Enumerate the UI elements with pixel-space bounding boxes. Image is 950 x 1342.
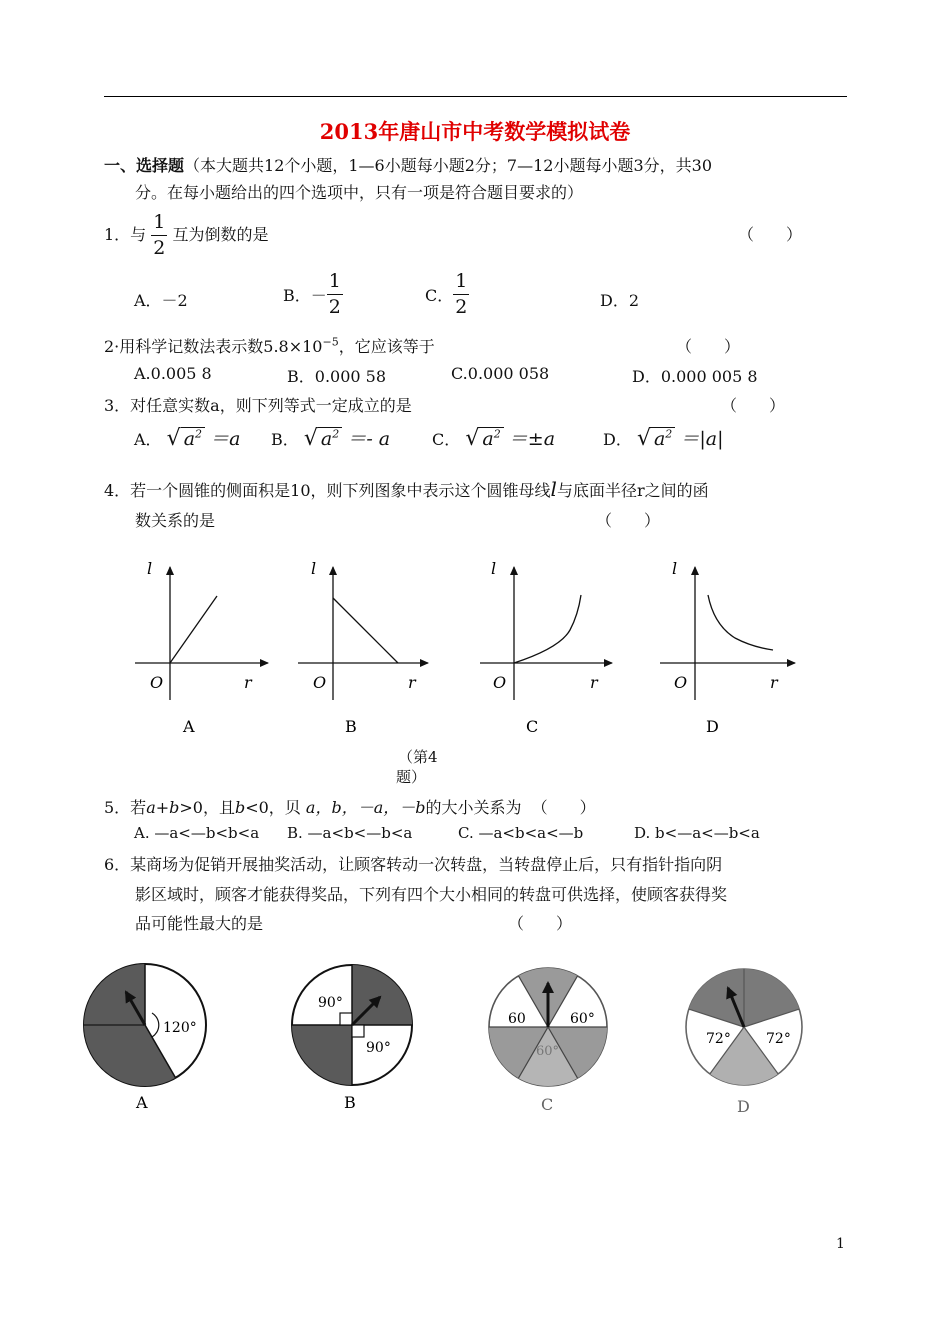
q3-paren: （ ）	[721, 396, 786, 415]
q6-d-label: D	[737, 1097, 750, 1116]
q6-c-label: C	[541, 1095, 554, 1114]
q4-b-label: B	[345, 717, 357, 736]
q1-num: 1．与	[104, 225, 147, 244]
q5-cond1: a+b	[146, 798, 180, 817]
q6-spinner-c	[489, 968, 607, 1114]
q6-a-angle: 120°	[163, 1020, 197, 1036]
q2-opt-c: C.0.000 058	[451, 364, 550, 383]
q4-d-curve	[708, 595, 773, 650]
q4-graph-b	[298, 559, 428, 736]
q1-opt-b-den: 2	[328, 296, 341, 318]
q6-b-shaded-2	[292, 1025, 352, 1085]
q5-opt-a: A. —a<—b<b<a	[134, 824, 260, 842]
q1-opt-c-frac	[453, 272, 469, 317]
q1-opt-c-label: C．	[425, 286, 454, 305]
q5-text-b: >0，且	[179, 798, 235, 817]
q5-opt-d: D. b<—a<—b<a	[634, 824, 760, 842]
q4-graph-a	[135, 559, 268, 736]
q4-stem-line1	[104, 477, 709, 501]
q1-fraction	[151, 213, 167, 258]
q4-c-label: C	[526, 717, 539, 736]
q4-b-line	[333, 598, 398, 663]
q3-opt-a-sqrt: √ $a^2$	[167, 426, 205, 451]
q3-opt-a-rhs: ＝a	[210, 428, 241, 450]
q3-opt-d-radicand: a	[653, 428, 666, 450]
q4-a-line	[170, 596, 217, 663]
q1-after: 互为倒数的是	[172, 225, 269, 244]
q2-text-a: 2·用科学记数法表示数5.8×10	[104, 337, 323, 356]
q4-c-origin: O	[493, 673, 507, 692]
q6-b-angle-1: 90°	[318, 995, 343, 1011]
q3-opt-b-rhs: ＝- a	[347, 428, 391, 450]
q5-stem	[104, 795, 596, 818]
q2-text-b: ，它应该等于	[338, 337, 435, 356]
q4-b-axis-y: l	[311, 559, 317, 578]
q4-line1-b: 与底面半径r之间的函	[556, 481, 709, 500]
q6-line1: 6．某商场为促销开展抽奖活动，让顾客转动一次转盘，当转盘停止后，只有指针指向阴	[104, 855, 723, 874]
q1-stem	[104, 213, 268, 258]
page-title: 2013年唐山市中考数学模拟试卷	[319, 119, 631, 144]
q5-text-d: 的大小关系为	[425, 798, 522, 817]
q6-spinner-b	[292, 965, 412, 1112]
q6-spinner-a	[84, 964, 206, 1112]
q1-paren: （ ）	[738, 225, 803, 244]
q1-opt-c	[425, 272, 469, 317]
q3-opt-b-sqrt: √ $a^2$	[304, 426, 342, 451]
q6-c-angle-2: 60°	[570, 1011, 595, 1027]
section1-heading: 一、选择题	[104, 156, 185, 175]
q5-opt-c: C. —a<b<a<—b	[458, 824, 584, 842]
q6-line3: 品可能性最大的是	[135, 914, 264, 933]
q3-opt-d-rhs: ＝|a|	[680, 428, 724, 450]
q6-spinner-d	[686, 969, 802, 1116]
q1-opt-d: D．2	[600, 291, 640, 310]
q3-opt-d-sqrt: √ $a^2$	[637, 426, 675, 451]
q1-opt-b-num: 1	[328, 270, 341, 292]
q4-caption-line1: （第4	[398, 748, 438, 766]
page-number: 1	[836, 1236, 845, 1252]
q4-b-axis-x: r	[408, 673, 416, 692]
section1-desc-line2: 分。在每小题给出的四个选项中，只有一项是符合题目要求的）	[135, 183, 584, 202]
q3-opt-d-power: 2	[665, 427, 673, 441]
q5-text-c: <0，贝	[245, 798, 301, 817]
q4-d-axis-y: l	[672, 559, 678, 578]
q5-paren: （ ）	[531, 798, 596, 817]
q6-c-angle-1: 60	[508, 1011, 526, 1027]
q3-opt-b-power: 2	[332, 427, 340, 441]
q5-text-a: 5．若	[104, 798, 147, 817]
q6-b-angle-2: 90°	[366, 1040, 391, 1056]
q3-opt-c-rhs: ＝±a	[508, 428, 556, 450]
q5-cond2: b	[234, 798, 246, 817]
q6-b-label: B	[344, 1093, 356, 1112]
q4-d-origin: O	[674, 673, 688, 692]
q3-opt-d	[603, 424, 724, 451]
q1-opt-b-label: B．－	[283, 286, 327, 305]
q4-graph-c	[480, 559, 612, 736]
q6-c-angle-3: 60°	[536, 1044, 560, 1059]
q4-graphs	[0, 550, 950, 750]
q6-d-angle-1: 72°	[706, 1031, 731, 1047]
q4-graph-d	[660, 559, 795, 736]
q4-l-var: l	[550, 477, 557, 501]
q2-opt-d: D．0.000 005 8	[632, 367, 758, 386]
q1-opt-b	[283, 272, 343, 317]
header-rule	[104, 96, 847, 97]
q4-c-axis-x: r	[590, 673, 598, 692]
q6-d-angle-2: 72°	[766, 1031, 791, 1047]
q4-d-label: D	[706, 717, 719, 736]
q4-paren: （ ）	[596, 511, 661, 530]
q6-line2: 影区域时，顾客才能获得奖品，下列有四个大小相同的转盘可供选择，使顾客获得奖	[135, 885, 728, 904]
q6-spinners	[0, 955, 950, 1125]
q2-opt-a: A.0.005 8	[134, 364, 212, 383]
q4-a-axis-y: l	[147, 559, 153, 578]
q3-opt-b-label: B．	[271, 430, 299, 449]
q3-opt-c-sqrt: √ $a^2$	[465, 426, 503, 451]
q2-opt-b: B．0.000 58	[287, 367, 387, 386]
q3-opt-c-power: 2	[493, 427, 501, 441]
q4-stem-line2: 数关系的是	[135, 511, 216, 530]
q4-b-origin: O	[313, 673, 327, 692]
q1-opt-a: A．－2	[134, 291, 188, 310]
q1-opt-c-den: 2	[455, 296, 468, 318]
q4-d-axis-x: r	[770, 673, 778, 692]
q3-opt-a-radicand: a	[183, 428, 196, 450]
q4-caption-line2: 题）	[396, 768, 427, 786]
q5-vars: a，b，－a，－b	[305, 798, 426, 817]
q4-a-label: A	[183, 717, 195, 736]
q3-opt-c-radicand: a	[482, 428, 494, 450]
q3-stem: 3．对任意实数a，则下列等式一定成立的是	[104, 396, 412, 415]
q1-frac-num: 1	[153, 211, 166, 233]
q3-opt-a	[134, 424, 240, 451]
q6-paren: （ ）	[508, 914, 573, 933]
q4-line1-a: 4．若一个圆锥的侧面积是10，则下列图象中表示这个圆锥母线	[104, 481, 551, 500]
q3-opt-b	[271, 424, 390, 451]
q2-stem	[104, 334, 435, 357]
q1-frac-den: 2	[153, 237, 166, 259]
section1-desc: （本大题共12个小题，1—6小题每小题2分；7—12小题每小题3分，共30	[184, 156, 712, 175]
q3-opt-a-power: 2	[195, 427, 203, 441]
q2-exponent: −5	[322, 335, 339, 349]
section1-desc-line1	[104, 153, 712, 176]
q3-opt-c	[432, 424, 555, 451]
q4-a-origin: O	[150, 673, 164, 692]
q4-c-axis-y: l	[491, 559, 497, 578]
q5-opt-b: B. —a<b<—b<a	[287, 824, 413, 842]
q4-c-curve	[514, 595, 581, 663]
q1-opt-b-frac	[327, 272, 343, 317]
q1-opt-c-num: 1	[455, 270, 468, 292]
q2-paren: （ ）	[676, 337, 741, 356]
q3-opt-b-radicand: a	[320, 428, 333, 450]
q3-opt-c-label: C．	[432, 430, 461, 449]
q3-opt-d-label: D．	[603, 430, 632, 449]
q6-a-label: A	[136, 1093, 148, 1112]
q4-a-axis-x: r	[244, 673, 252, 692]
q3-opt-a-label: A．	[134, 430, 162, 449]
